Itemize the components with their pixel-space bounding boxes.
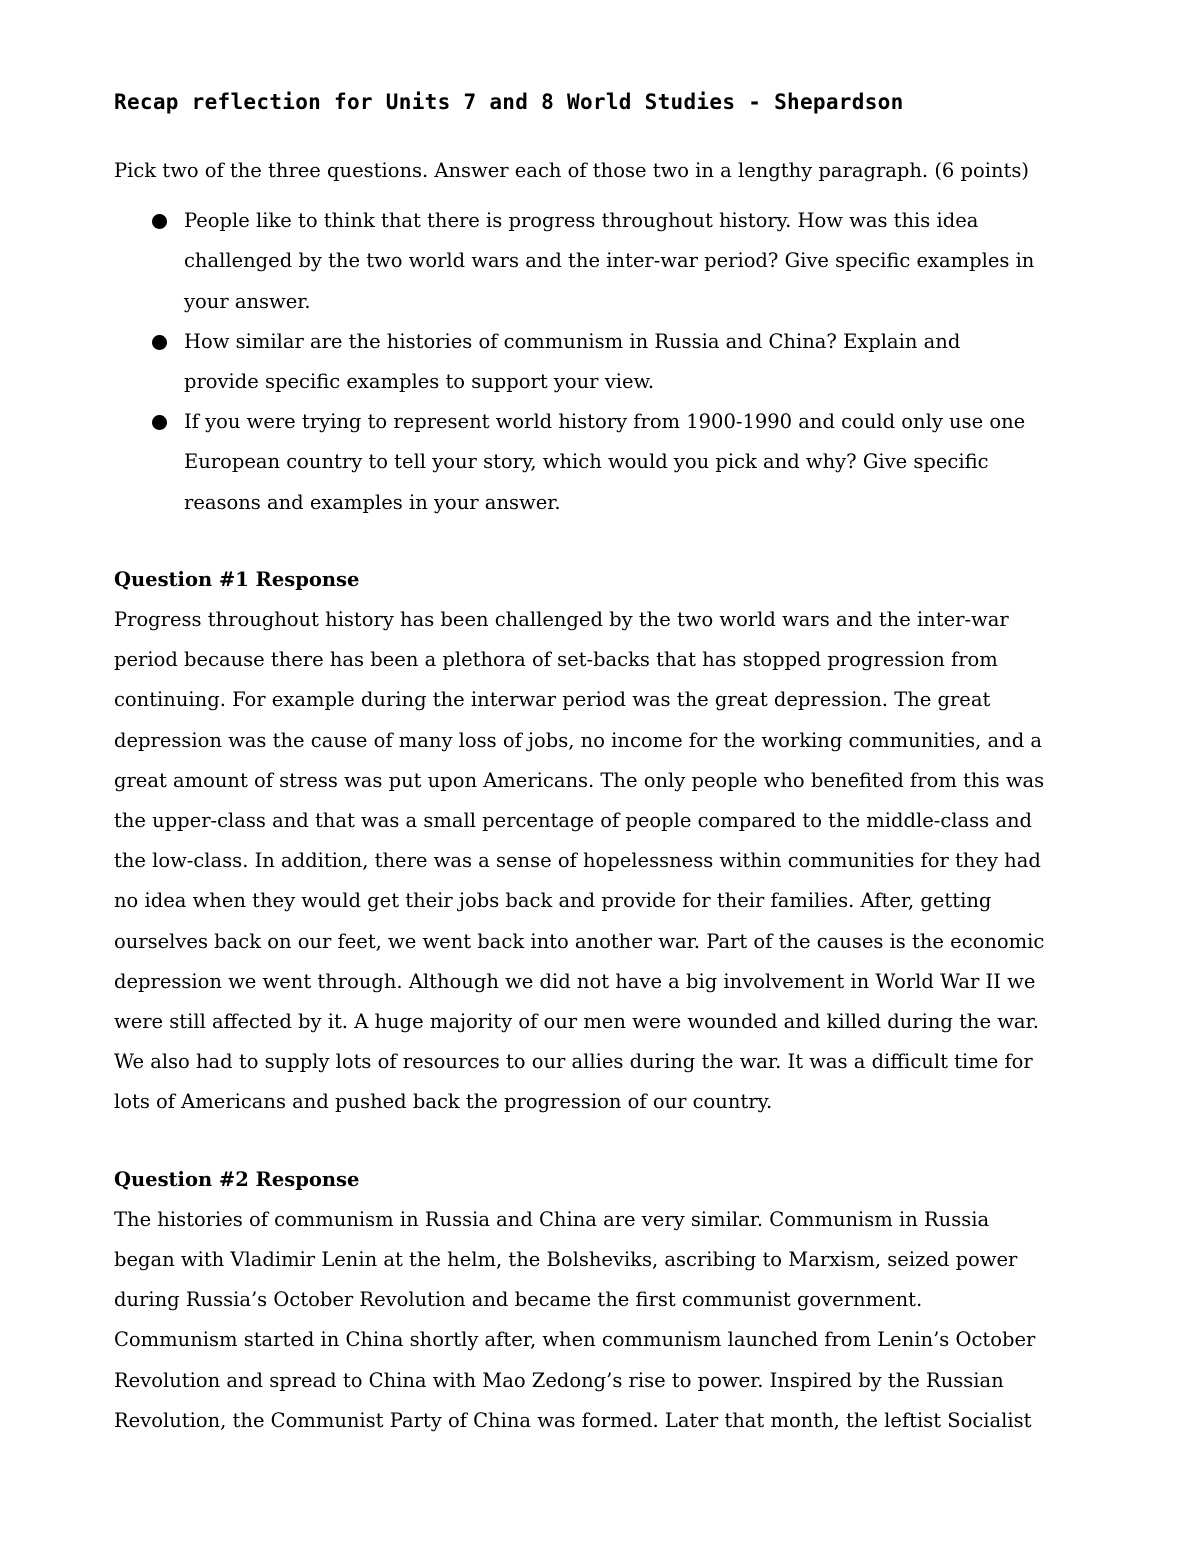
question-line: challenged by the two world wars and the inter-war period? Give specific examples in	[184, 249, 1035, 273]
response-line: during Russia’s October Revolution and became the first communist government.	[114, 1288, 923, 1312]
question-text	[184, 201, 1094, 322]
response-line: were still affected by it. A huge majority of our men were wounded and killed during the war.	[114, 1010, 1039, 1034]
question-line: How similar are the histories of communism in Russia and China? Explain and	[184, 329, 961, 353]
response-line: Revolution and spread to China with Mao Zedong’s rise to power. Inspired by the Russian	[114, 1368, 1004, 1392]
response-1-heading: Question #1 Response	[114, 567, 360, 591]
response-2-heading: Question #2 Response	[114, 1167, 360, 1191]
response-1-body	[114, 600, 1094, 1123]
question-line: provide specific examples to support your view.	[184, 370, 655, 394]
bullet-icon	[152, 415, 167, 430]
response-line: period because there has been a plethora of set-backs that has stopped progression from	[114, 648, 998, 672]
response-line: The histories of communism in Russia and China are very similar. Communism in Russia	[114, 1207, 990, 1231]
question-line: your answer.	[184, 289, 311, 313]
question-item	[114, 402, 1094, 523]
instructions-text: Pick two of the three questions. Answer each of those two in a lengthy paragraph. (6 points)	[114, 159, 1030, 182]
response-line: ourselves back on our feet, we went back into another war. Part of the causes is the economic	[114, 929, 1045, 953]
response-line: no idea when they would get their jobs back and provide for their families. After, getting	[114, 889, 992, 913]
response-line: Progress throughout history has been challenged by the two world wars and the inter-war	[114, 608, 1009, 632]
response-line: continuing. For example during the interwar period was the great depression. The great	[114, 688, 991, 712]
response-line: the low-class. In addition, there was a sense of hopelessness within communities for they had	[114, 849, 1041, 873]
response-line: Communism started in China shortly after, when communism launched from Lenin’s October	[114, 1328, 1036, 1352]
question-text	[184, 322, 1094, 402]
question-line: If you were trying to represent world history from 1900-1990 and could only use one	[184, 410, 1026, 434]
response-line: depression was the cause of many loss of jobs, no income for the working communities, and a	[114, 728, 1043, 752]
response-line: the upper-class and that was a small percentage of people compared to the middle-class and	[114, 809, 1033, 833]
question-list	[114, 201, 1094, 523]
bullet-icon	[152, 214, 167, 229]
question-line: reasons and examples in your answer.	[184, 490, 561, 514]
question-text	[184, 402, 1094, 523]
question-item	[114, 322, 1094, 402]
question-line: People like to think that there is progress throughout history. How was this idea	[184, 209, 979, 233]
question-line: European country to tell your story, which would you pick and why? Give specific	[184, 450, 989, 474]
response-line: Revolution, the Communist Party of China was formed. Later that month, the leftist Socialist	[114, 1408, 1032, 1432]
response-line: lots of Americans and pushed back the progression of our country.	[114, 1090, 773, 1114]
response-line: depression we went through. Although we did not have a big involvement in World War II we	[114, 969, 1036, 993]
document-title: Recap reflection for Units 7 and 8 World Studies - Shepardson	[114, 90, 904, 114]
document-page	[114, 84, 1094, 1441]
response-line: began with Vladimir Lenin at the helm, the Bolsheviks, ascribing to Marxism, seized power	[114, 1248, 1018, 1272]
response-2-body	[114, 1200, 1094, 1441]
bullet-icon	[152, 335, 167, 350]
response-line: We also had to supply lots of resources to our allies during the war. It was a difficult time for	[114, 1050, 1033, 1074]
question-item	[114, 201, 1094, 322]
response-line: great amount of stress was put upon Americans. The only people who benefited from this was	[114, 768, 1045, 792]
